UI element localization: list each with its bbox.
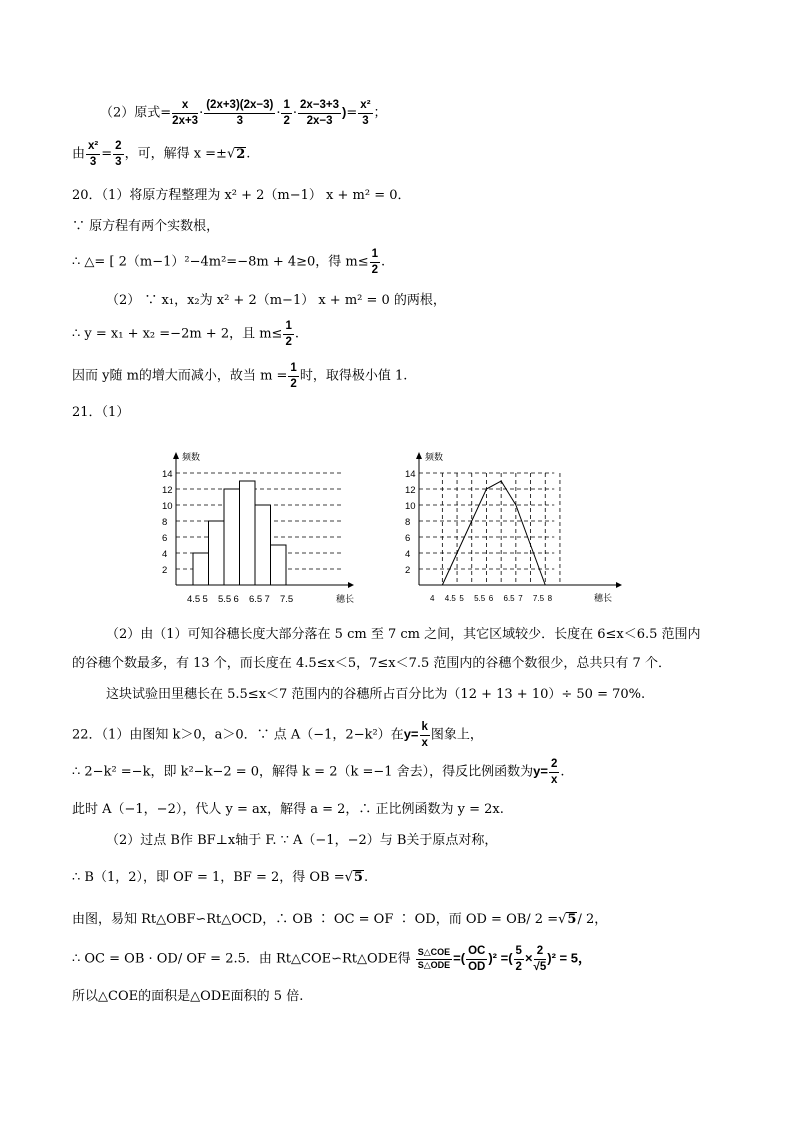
y-tick-label: 2 [162,565,168,576]
x-tick-label: 8 [547,594,553,603]
y-tick-label: 4 [162,549,168,560]
frequency-polyline [442,481,545,585]
y-tick-label: 6 [162,533,168,544]
q20-line-6: 因而 y随 m的增大而减小，故当 m = $\frac{1}{2}$ 时，取得极小值 1. [72,362,408,390]
y-tick-label: 14 [162,469,173,480]
x-tick-label: 4 [430,594,435,603]
q21-paragraph-2: 的谷穗个数最多，有 13 个，而长度在 4.5≤x＜5，7≤x＜7.5 范围内的谷穗个数很少，总共只有 7 个． [72,656,671,671]
y-axis-label: 频数 [425,452,444,462]
histogram-bar [209,521,225,585]
q22-line-3: 此时 A（−1，−2），代人 y = ax，解得 a = 2，∴ 正比例函数为 y = 2x. [72,802,504,817]
fraction: $\frac{5}{2}$ [515,945,522,973]
x-tick-label: 5.5 [474,594,486,603]
histogram-bar [240,481,256,585]
fraction: $\frac{1}{2}$ [290,362,297,390]
q22-line-6: 由图，易知 Rt△OBF∽Rt△OCD，∴ OB ∶ OC = OF ∶ OD，而 OD = OB/ 2 =√5/ 2， [72,912,608,927]
y-tick-label: 14 [405,469,416,480]
histogram-chart [150,445,360,615]
fraction: $\frac{x}{2x+3}$ [172,99,199,127]
y-axis-arrow [416,452,422,459]
fraction: $\frac{2x-3+3}{2x-3}$ [300,99,340,127]
x-tick-label: 7 [264,594,270,605]
x-axis-arrow [348,582,354,588]
fraction: $\frac{OC}{OD}$ [468,945,486,973]
histogram-bar [224,489,240,585]
q22-line-5: ∴ B（1，2），即 OF = 1，BF = 2，得 OB =√5. [72,870,369,885]
histogram-bar [255,505,271,585]
fraction: $\frac{k}{x}$ [421,721,428,749]
y-tick-label: 12 [162,485,173,496]
x-tick-label: 4.5 [187,594,201,605]
x-tick-label: 7 [518,594,523,603]
y-tick-label: 2 [405,565,411,576]
q20-line-2: ∵ 原方程有两个实数根， [72,219,220,234]
x-tick-label: 5.5 [218,594,232,605]
q22-line-8: 所以△COE的面积是△ODE面积的 5 倍. [72,989,304,1004]
y-tick-label: 4 [405,549,411,560]
frequency-polygon-chart [392,445,627,615]
y-tick-label: 10 [405,501,416,512]
histogram-bar [271,545,287,585]
x-tick-label: 6.5 [503,594,515,603]
q20-line-5: ∴ y = x₁ + x₂ =−2m + 2，且 m≤ $\frac{1}{2}$ . [72,320,299,348]
q22-line-4: （2）过点 B作 BF⊥x轴于 F. ∵ A（−1，−2）与 B关于原点对称， [106,833,498,848]
x-tick-label: 6.5 [249,594,263,605]
x-tick-label: 4.5 [444,594,456,603]
fraction: $\frac{1}{2}$ [285,320,292,348]
q20-line-1: 20．（1）将原方程整理为 x² + 2（m−1） x + m² = 0． [72,188,411,203]
y-axis-arrow [173,452,179,459]
q21-paragraph-3: 这块试验田里穗长在 5.5≤x＜7 范围内的谷穗所占百分比为（12 + 13 + 10）÷ 50 = 70%. [106,687,646,702]
fraction: $\frac{1}{2}$ [371,248,379,276]
q22-line-1: 22．（1）由图知 k＞0，a＞0．∵ 点 A（−1，2−k²）在y= $\frac{k}{x}$ 图象上， [72,721,483,749]
fraction: $\frac{(2x+3)(2x-3)}{3}$ [206,99,274,127]
fraction: S△COE S△ODE [417,946,451,970]
y-tick-label: 8 [162,517,168,528]
y-tick-label: 6 [405,533,411,544]
x-tick-label: 6 [488,594,494,603]
q21-line-1: 21．（1） [72,405,130,420]
q21-paragraph-1: （2）由（1）可知谷穗长度大部分落在 5 cm 至 7 cm 之间，其它区域较少．长度在 6≤x＜6.5 范围内 [106,627,701,642]
histogram-bar [193,553,209,585]
q20-line-3: ∴ △= [ 2（m−1）²−4m²=−8m + 4≥0，得 m≤ $\frac{1}{2}$ . [72,248,386,276]
q19-solve-line: 由 $\frac{\text{x²}}{3}$ = $\frac{2}{3}$ ，可，解得 x =±√2. [72,140,251,168]
y-axis-label: 频数 [182,452,201,462]
x-tick-label: 5 [202,594,208,605]
x-tick-label: 6 [233,594,239,605]
fraction: $\frac{2}{x}$ [551,758,558,786]
q20-line-4: （2） ∵ x₁，x₂为 x² + 2（m−1） x + m² = 0 的两根， [106,293,446,308]
x-tick-label: 7.5 [280,594,294,605]
q19-label: （2）原式= [100,105,172,121]
y-tick-label: 12 [405,485,416,496]
fraction: $\frac{2}{3}$ [115,140,122,168]
fraction: $\frac{\text{x²}}{3}$ [88,140,99,168]
q22-line-7: ∴ OC = OB · OD/ OF = 2.5．由 Rt△COE∽Rt△ODE得 S△COE S△ODE =( $\frac{OC}{OD}$ )² =( $\frac{5}{2}$ × $\frac{2}{√5}$ )² = 5， [72,945,591,973]
q19-formula-line: （2）原式= $\frac{x}{2x+3}$ · $\frac{(2x+3)(2x-3)}{3}$ · $\frac{1}{2}$ · $\frac{2x-3+3}{2x-3}$ )= $\frac{\text{x²}}{3}$ ； [100,99,387,127]
x-axis-label: 穗长 [594,593,613,603]
x-tick-label: 7.5 [532,594,545,603]
q22-line-2: ∴ 2−k² =−k，即 k²−k−2 = 0，解得 k = 2（k =−1 舍去），得反比例函数为y= $\frac{2}{x}$ . [72,758,565,786]
y-tick-label: 8 [405,517,411,528]
sqrt-radicand: 2 [236,146,246,162]
x-axis-arrow [616,582,622,588]
fraction: $\frac{2}{√5}$ [533,945,547,973]
fraction: $\frac{\text{x²}}{3}$ [360,99,371,127]
y-tick-label: 10 [162,501,173,512]
sqrt-radicand: 5 [353,870,363,885]
fraction: $\frac{1}{2}$ [283,99,290,127]
x-axis-label: 穗长 [336,594,355,604]
x-tick-label: 5 [459,594,464,603]
sqrt-radicand: 5 [567,912,577,927]
